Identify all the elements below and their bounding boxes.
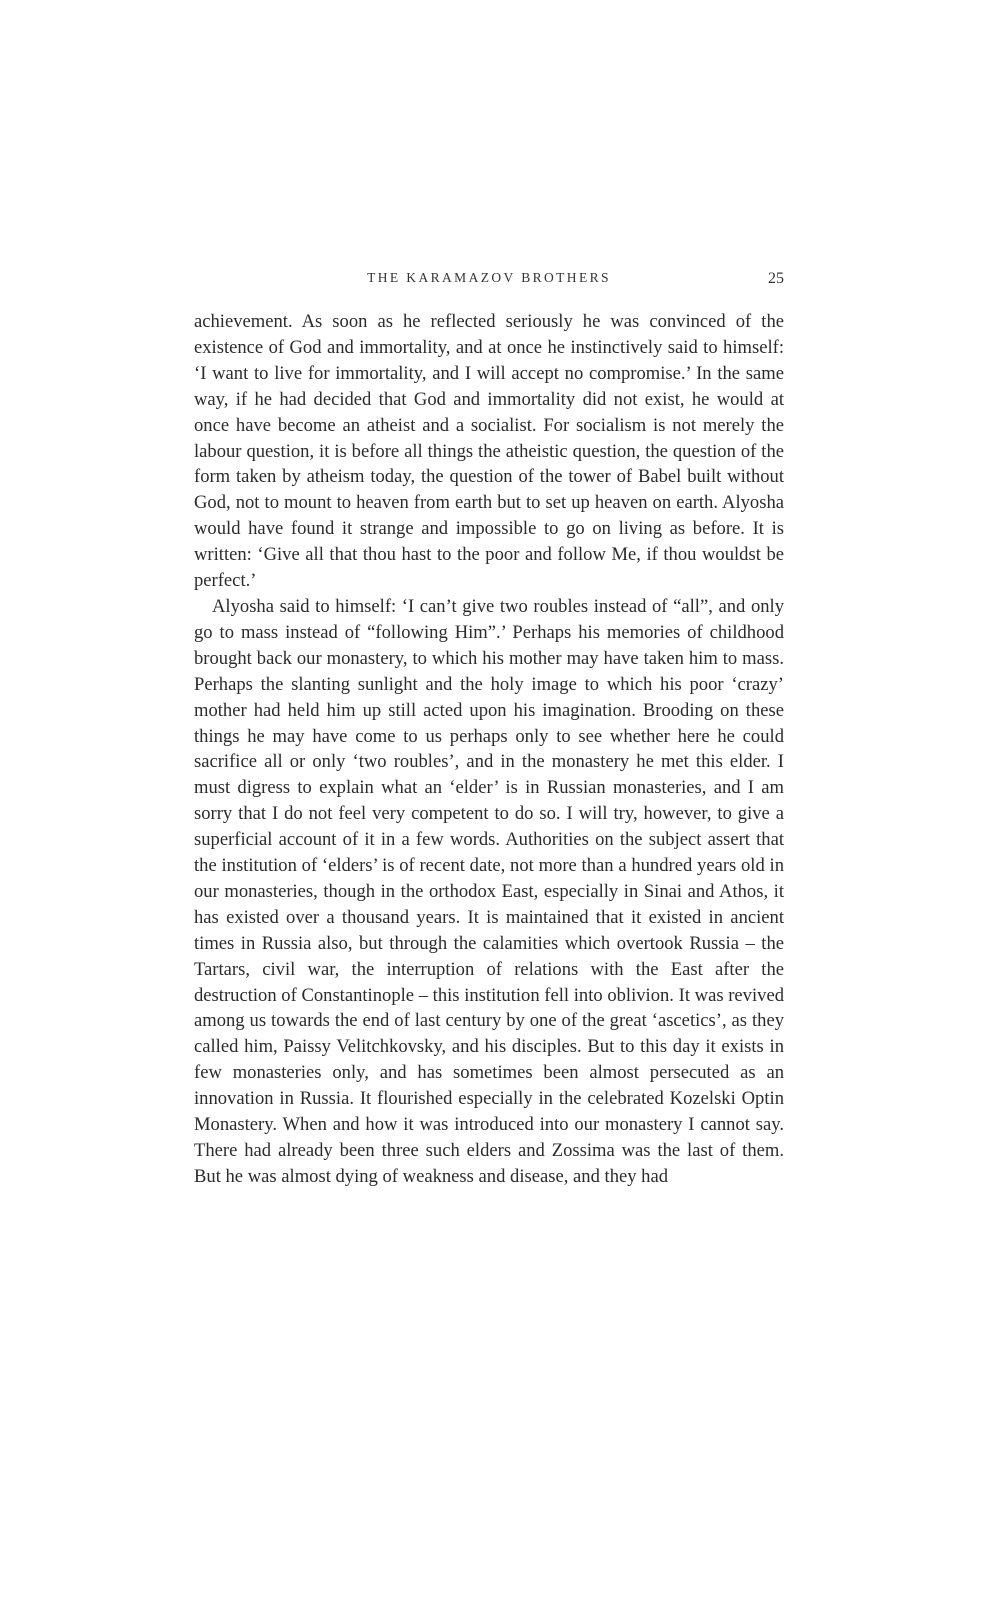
page-number: 25	[768, 270, 784, 287]
paragraph-1: achievement. As soon as he reflected seriously he was convinced of the existence of God and immortality, and at once he instinctively said to himself: ‘I want to live for immortality, and I will accept no compromise.’ In the same way, if he had decided that God and immortality did not exist, he would at once have become an atheist and a socialist. For socialism is not merely the labour question, it is before all things the atheistic question, the question of the form taken by atheism today, the question of the tower of Babel built without God, not to mount to heaven from earth but to set up heaven on earth. Alyosha would have found it strange and impossible to go on living as before. It is written: ‘Give all that thou hast to the poor and follow Me, if thou wouldst be perfect.’	[194, 311, 784, 592]
paragraph-2: Alyosha said to himself: ‘I can’t give two roubles instead of “all”, and only go to mass instead of “following Him”.’ Perhaps his memories of childhood brought back our monastery, to which his mother may have taken him to mass. Perhaps the slanting sunlight and the holy image to which his poor ‘crazy’ mother had held him up still acted upon his imagination. Brooding on these things he may have come to us perhaps only to see whether here he could sacrifice all or only ‘two roubles’, and in the monastery he met this elder. I must digress to explain what an ‘elder’ is in Russian monasteries, and I am sorry that I do not feel very competent to do so. I will try, however, to give a superficial account of it in a few words. Authorities on the subject assert that the institution of ‘elders’ is of recent date, not more than a hundred years old in our monasteries, though in the orthodox East, especially in Sinai and Athos, it has existed over a thousand years. It is maintained that it existed in ancient times in Russia also, but through the calamities which overtook Russia – the Tartars, civil war, the interruption of relations with the East after the destruction of Constantinople – this institution fell into oblivion. It was revived among us towards the end of last century by one of the great ‘ascetics’, as they called him, Paissy Velitchkovsky, and his disciples. But to this day it exists in few monasteries only, and has sometimes been almost persecuted as an innovation in Russia. It flourished especially in the celebrated Kozelski Optin Monastery. When and how it was introduced into our monastery I cannot say. There had already been three such elders and Zossima was the last of them. But he was almost dying of weakness and disease, and they had	[194, 595, 784, 1187]
running-head	[194, 270, 784, 294]
running-title: THE KARAMAZOV BROTHERS	[367, 270, 611, 285]
body-text	[194, 309, 784, 1190]
